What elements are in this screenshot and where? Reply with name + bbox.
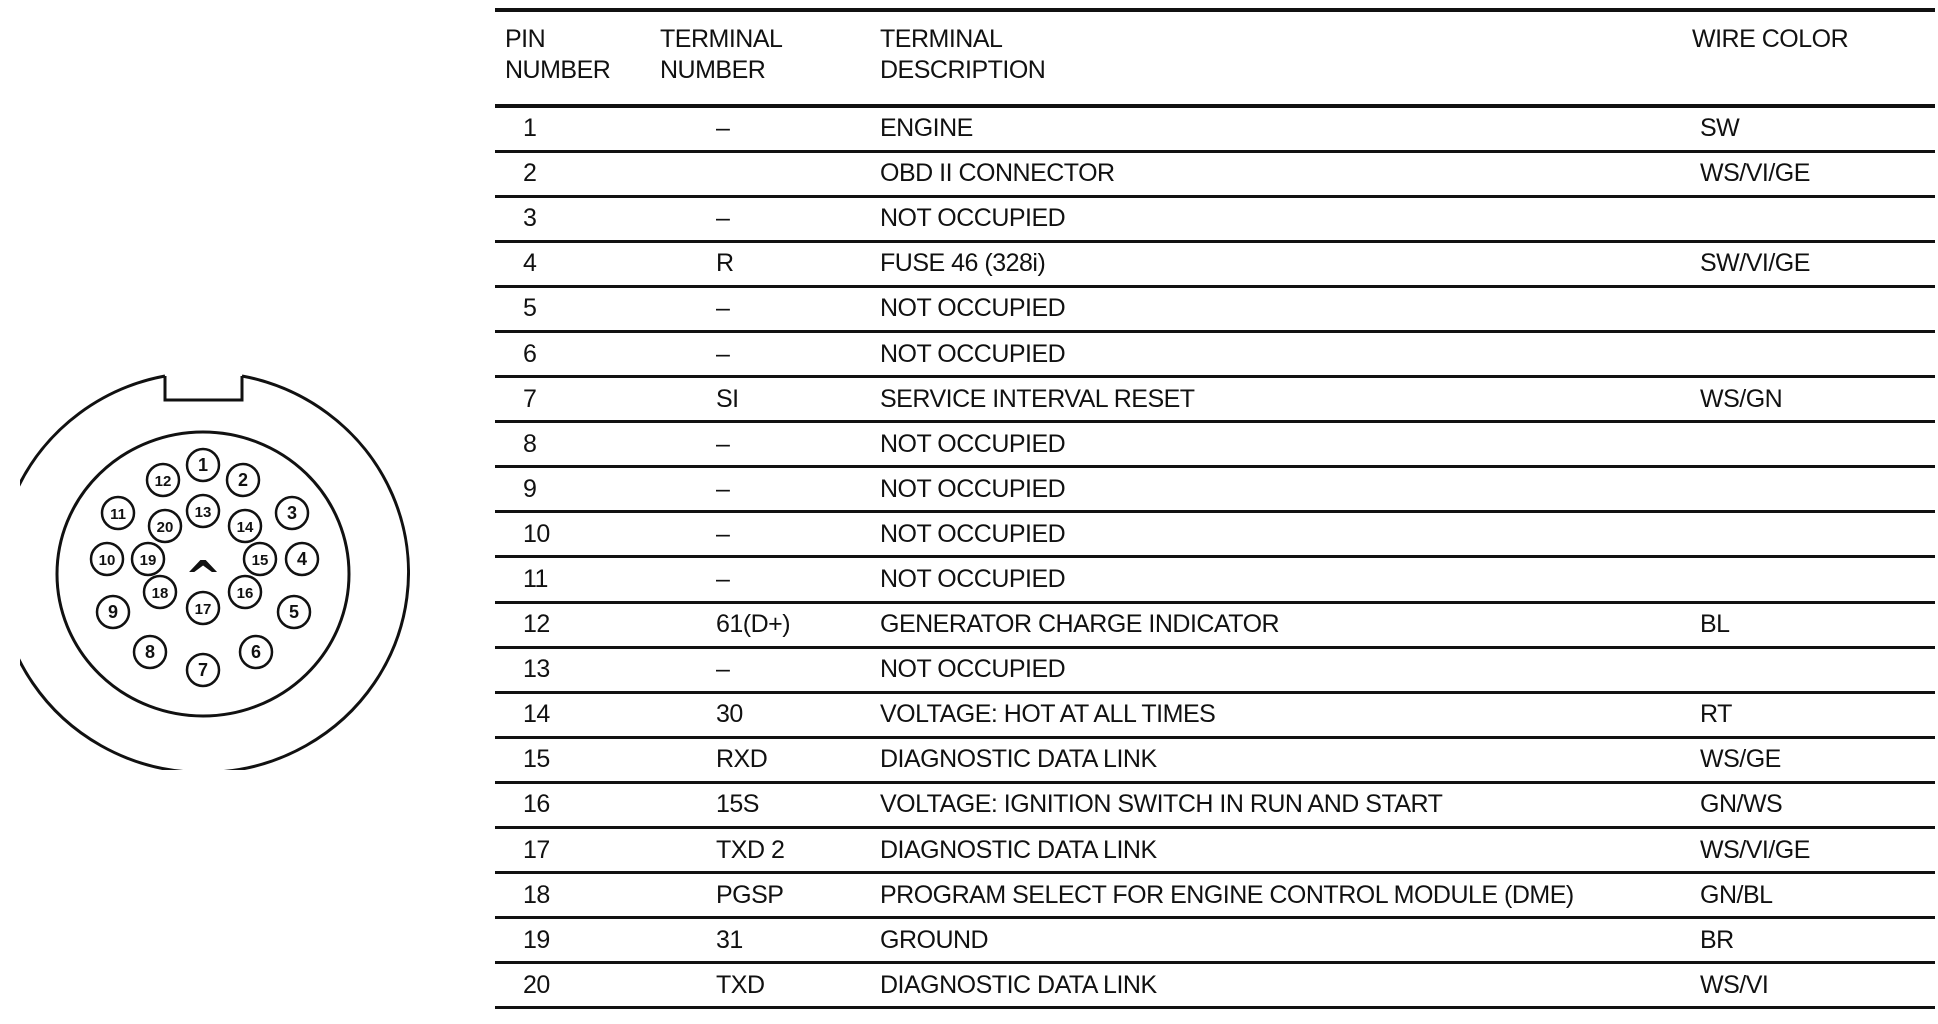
pin-number-cell: 19 (495, 918, 660, 963)
wire-color-cell (1692, 196, 1935, 241)
terminal-description-cell: NOT OCCUPIED (880, 196, 1692, 241)
table-row (495, 737, 1935, 782)
pin-table (495, 8, 1935, 1009)
connector-pin-6 (240, 636, 272, 668)
pin-label: 9 (107, 602, 119, 622)
connector-pin-9 (97, 596, 129, 628)
connector-pin-7 (187, 654, 219, 686)
pin-number-cell: 11 (495, 557, 660, 602)
connector-pin-13 (187, 495, 219, 527)
terminal-description-cell: SERVICE INTERVAL RESET (880, 377, 1692, 422)
pin-label: 17 (194, 601, 212, 618)
pin-label: 5 (288, 602, 300, 622)
header-text: TERMINAL (660, 25, 783, 53)
connector-pin-11 (102, 497, 134, 529)
pin-label: 16 (236, 585, 254, 602)
terminal-description-cell: NOT OCCUPIED (880, 557, 1692, 602)
connector-pin-4 (286, 543, 318, 575)
terminal-description-cell: OBD II CONNECTOR (880, 151, 1692, 196)
header-text: WIRE COLOR (1692, 25, 1849, 53)
header-terminal-description (880, 10, 1692, 106)
connector-key-symbol: ^ (184, 552, 222, 603)
pin-number-cell: 6 (495, 331, 660, 376)
table-row (495, 557, 1935, 602)
wire-color-cell: WS/GN (1692, 377, 1935, 422)
pin-label: 12 (154, 473, 172, 490)
terminal-number-cell: 61(D+) (660, 602, 880, 647)
pin-number-cell: 20 (495, 963, 660, 1008)
pin-number-cell: 14 (495, 692, 660, 737)
pin-label: 3 (286, 503, 298, 523)
pin-number-cell: 7 (495, 377, 660, 422)
header-text: TERMINAL (880, 25, 1003, 53)
table-row (495, 918, 1935, 963)
wire-color-cell (1692, 557, 1935, 602)
table-row (495, 692, 1935, 737)
wire-color-cell: WS/VI/GE (1692, 151, 1935, 196)
pin-label: 20 (156, 519, 174, 536)
terminal-number-cell: – (660, 512, 880, 557)
wire-color-cell (1692, 647, 1935, 692)
table-row (495, 467, 1935, 512)
table-header-row (495, 10, 1935, 106)
pin-label: 1 (197, 455, 209, 475)
wire-color-cell: BR (1692, 918, 1935, 963)
terminal-number-cell: – (660, 467, 880, 512)
connector-pin-12 (147, 464, 179, 496)
pin-label: 7 (197, 660, 209, 680)
wire-color-cell: WS/GE (1692, 737, 1935, 782)
table-row (495, 602, 1935, 647)
table-row (495, 873, 1935, 918)
connector-pin-3 (276, 497, 308, 529)
terminal-number-cell: PGSP (660, 873, 880, 918)
pin-number-cell: 12 (495, 602, 660, 647)
terminal-description-cell: PROGRAM SELECT FOR ENGINE CONTROL MODULE (DME) (880, 873, 1692, 918)
pin-label: 6 (250, 642, 262, 662)
terminal-number-cell: – (660, 106, 880, 151)
table-row (495, 196, 1935, 241)
terminal-description-cell: GROUND (880, 918, 1692, 963)
pin-number-cell: 8 (495, 422, 660, 467)
connector-pin-5 (278, 596, 310, 628)
pin-number-cell: 5 (495, 286, 660, 331)
table-row (495, 331, 1935, 376)
pin-number-cell: 15 (495, 737, 660, 782)
terminal-description-cell: NOT OCCUPIED (880, 512, 1692, 557)
terminal-description-cell: NOT OCCUPIED (880, 422, 1692, 467)
connector-pin-18 (144, 576, 176, 608)
wire-color-cell: GN/WS (1692, 782, 1935, 827)
table-row (495, 828, 1935, 873)
pin-label: 2 (237, 470, 249, 490)
wire-color-cell: WS/VI (1692, 963, 1935, 1008)
pin-label: 4 (296, 549, 308, 569)
terminal-description-cell: FUSE 46 (328i) (880, 241, 1692, 286)
wire-color-cell (1692, 286, 1935, 331)
wire-color-cell (1692, 512, 1935, 557)
pin-label: 19 (139, 552, 157, 569)
table-row (495, 647, 1935, 692)
table-row (495, 241, 1935, 286)
pin-number-cell: 10 (495, 512, 660, 557)
terminal-description-cell: NOT OCCUPIED (880, 647, 1692, 692)
terminal-number-cell: – (660, 286, 880, 331)
pin-label: 13 (194, 504, 212, 521)
terminal-number-cell: TXD (660, 963, 880, 1008)
terminal-description-cell: GENERATOR CHARGE INDICATOR (880, 602, 1692, 647)
terminal-number-cell: 15S (660, 782, 880, 827)
terminal-description-cell: ENGINE (880, 106, 1692, 151)
connector-diagram (20, 370, 410, 770)
pin-number-cell: 17 (495, 828, 660, 873)
terminal-number-cell: – (660, 331, 880, 376)
table-row (495, 512, 1935, 557)
pin-label: 18 (151, 585, 169, 602)
wire-color-cell: BL (1692, 602, 1935, 647)
terminal-description-cell: DIAGNOSTIC DATA LINK (880, 963, 1692, 1008)
pin-number-cell: 13 (495, 647, 660, 692)
terminal-description-cell: VOLTAGE: HOT AT ALL TIMES (880, 692, 1692, 737)
wire-color-cell: GN/BL (1692, 873, 1935, 918)
pin-label: 10 (98, 552, 116, 569)
connector-pin-14 (229, 510, 261, 542)
terminal-description-cell: NOT OCCUPIED (880, 331, 1692, 376)
pin-number-cell: 3 (495, 196, 660, 241)
connector-pin-19 (132, 543, 164, 575)
terminal-number-cell: – (660, 196, 880, 241)
pin-number-cell: 9 (495, 467, 660, 512)
table-row (495, 963, 1935, 1008)
table-row (495, 422, 1935, 467)
table-row (495, 782, 1935, 827)
terminal-number-cell: – (660, 422, 880, 467)
pin-number-cell: 2 (495, 151, 660, 196)
terminal-number-cell: SI (660, 377, 880, 422)
terminal-number-cell: RXD (660, 737, 880, 782)
terminal-number-cell (660, 151, 880, 196)
terminal-number-cell: R (660, 241, 880, 286)
wire-color-cell: SW/VI/GE (1692, 241, 1935, 286)
header-text: NUMBER (660, 56, 766, 84)
terminal-number-cell: – (660, 557, 880, 602)
terminal-number-cell: – (660, 647, 880, 692)
pin-label: 14 (236, 519, 254, 536)
terminal-description-cell: NOT OCCUPIED (880, 467, 1692, 512)
header-terminal-number (660, 10, 880, 106)
header-pin-number (495, 10, 660, 106)
wire-color-cell (1692, 422, 1935, 467)
connector-pin-8 (134, 636, 166, 668)
pin-label: 8 (144, 642, 156, 662)
table-row (495, 151, 1935, 196)
terminal-description-cell: DIAGNOSTIC DATA LINK (880, 737, 1692, 782)
connector-pin-1 (187, 449, 219, 481)
terminal-number-cell: TXD 2 (660, 828, 880, 873)
terminal-number-cell: 30 (660, 692, 880, 737)
table-row (495, 106, 1935, 151)
connector-pin-20 (149, 510, 181, 542)
connector-pin-16 (229, 576, 261, 608)
pin-number-cell: 1 (495, 106, 660, 151)
table-row (495, 377, 1935, 422)
connector-key-notch (165, 376, 242, 400)
connector-pin-10 (91, 543, 123, 575)
header-text: NUMBER (505, 56, 611, 84)
header-text: DESCRIPTION (880, 56, 1046, 84)
terminal-description-cell: DIAGNOSTIC DATA LINK (880, 828, 1692, 873)
wire-color-cell (1692, 331, 1935, 376)
table-row (495, 286, 1935, 331)
pin-label: 11 (110, 506, 126, 523)
header-text: PIN (505, 25, 546, 53)
terminal-number-cell: 31 (660, 918, 880, 963)
terminal-description-cell: VOLTAGE: IGNITION SWITCH IN RUN AND START (880, 782, 1692, 827)
pin-number-cell: 4 (495, 241, 660, 286)
pin-number-cell: 16 (495, 782, 660, 827)
wire-color-cell: RT (1692, 692, 1935, 737)
connector-pin-15 (244, 543, 276, 575)
pin-label: 15 (251, 552, 269, 569)
header-wire-color (1692, 10, 1935, 106)
terminal-description-cell: NOT OCCUPIED (880, 286, 1692, 331)
wire-color-cell: WS/VI/GE (1692, 828, 1935, 873)
connector-pin-2 (227, 464, 259, 496)
wire-color-cell (1692, 467, 1935, 512)
pin-number-cell: 18 (495, 873, 660, 918)
wire-color-cell: SW (1692, 106, 1935, 151)
table-body (495, 106, 1935, 1008)
